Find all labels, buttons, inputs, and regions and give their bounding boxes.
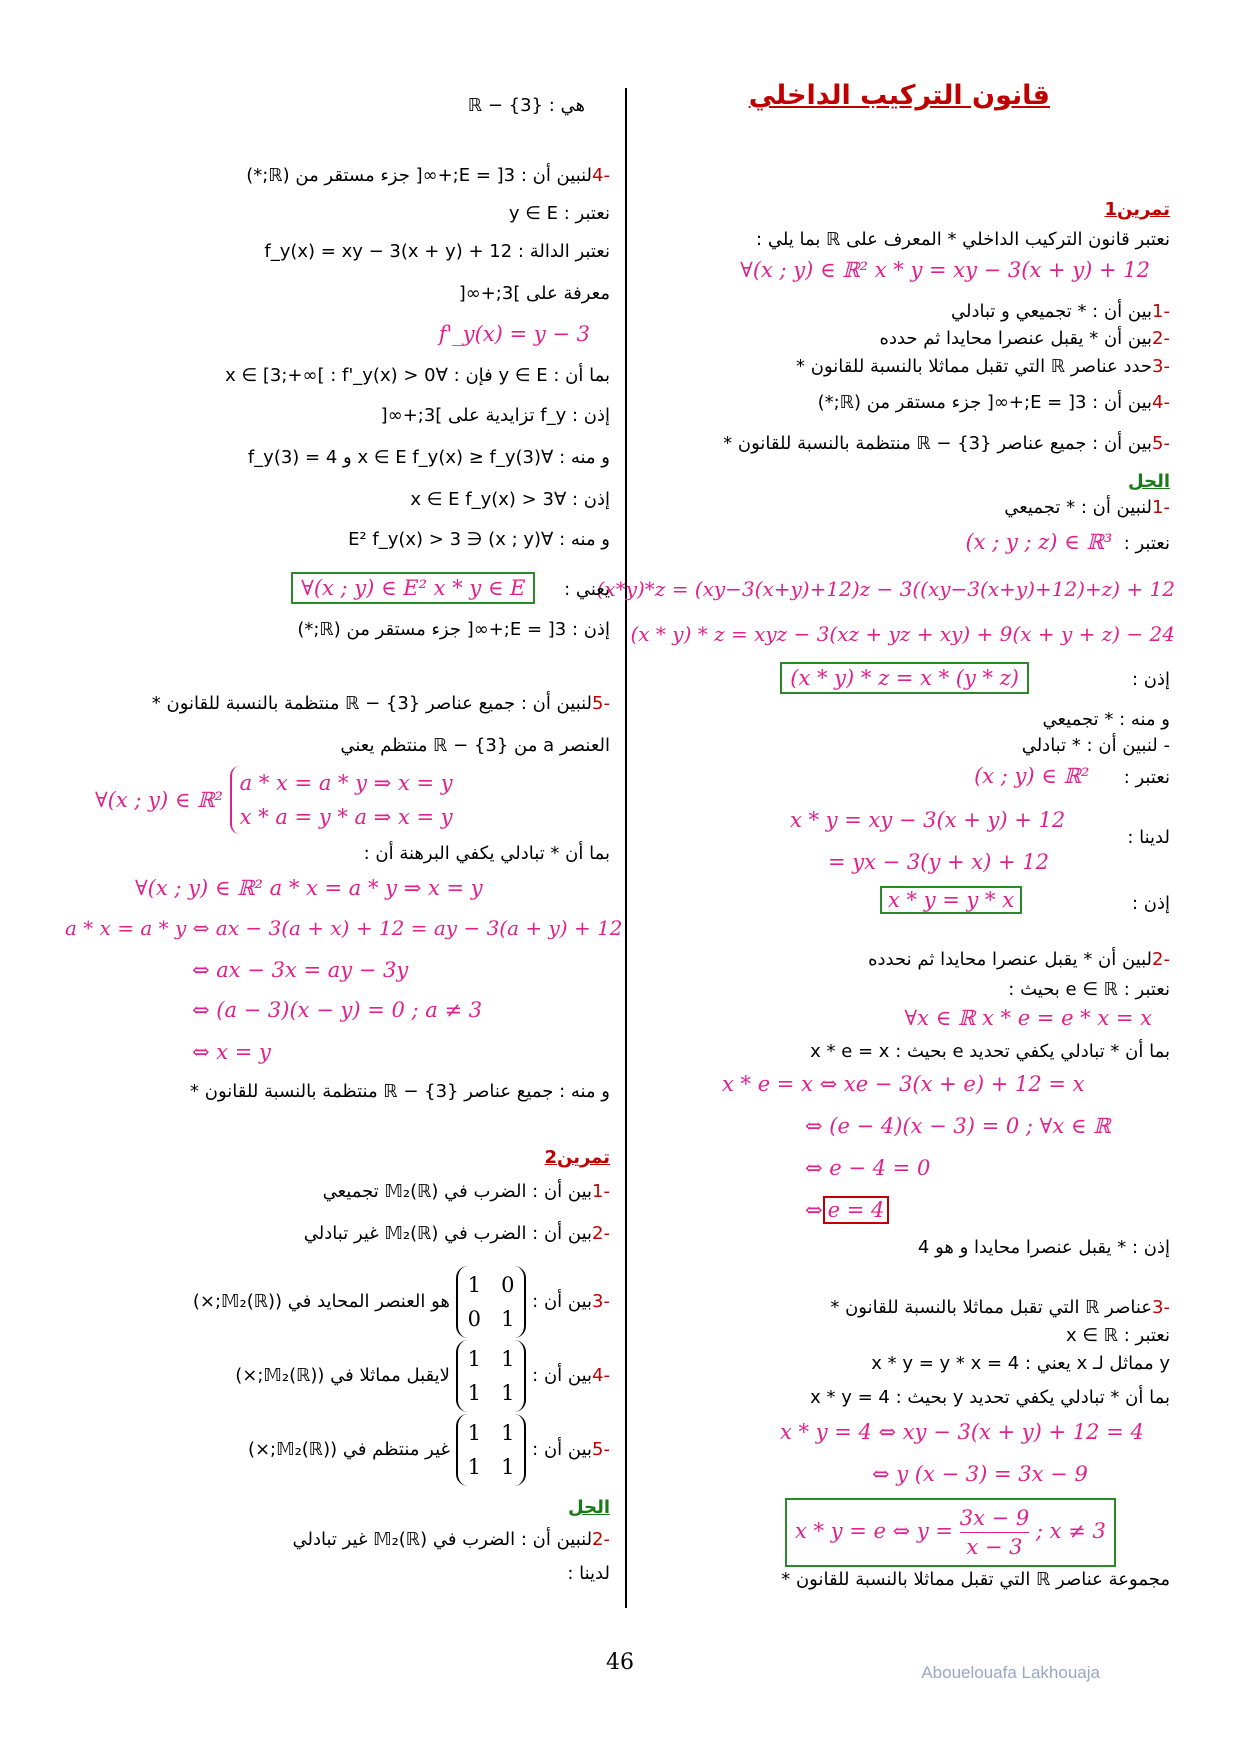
ones-matrix: 1 1 1 1	[456, 1340, 527, 1412]
comm-step: - لنبين أن : * تبادلي	[1021, 735, 1170, 756]
solution-2-step-2: -2لنبين أن : الضرب في 𝕄₂(ℝ) غير تبادلي	[292, 1529, 610, 1550]
consider-xyz: نعتبر : (x ; y ; z) ∈ ℝ³	[965, 530, 1170, 554]
inverse-result-box: x * y = e ⇔ y = $\frac{3x - 9}{x - 3}$ ; x ≠ 3	[785, 1498, 1116, 1567]
question-1: -1بين أن : * تجميعي و تبادلي	[951, 301, 1170, 322]
inverse-since: بما أن * تبادلي يكفي تحديد y بحيث : x * y = 4	[810, 1387, 1170, 1408]
neutral-since: بما أن * تبادلي يكفي تحديد e بحيث : x * e = x	[810, 1041, 1170, 1062]
regular-requirement: ∀(x ; y) ∈ ℝ² a * x = a * y ⇒ x = y	[135, 876, 483, 900]
consider-xy: نعتبر : (x ; y) ∈ ℝ²	[974, 764, 1170, 788]
ex2-question-3: -3بين أن : 1 0 0 1 هو العنصر المحايد في (𝕄₂(ℝ);×)	[193, 1264, 610, 1340]
regular-element: العنصر a من ℝ − {3} منتظم يعني	[340, 735, 610, 756]
question-2: -2بين أن * يقبل عنصرا محايدا ثم حدده	[879, 328, 1170, 349]
identity-matrix: 1 0 0 1	[456, 1266, 527, 1338]
neutral-condition: ∀x ∈ ℝ x * e = e * x = x	[904, 1006, 1152, 1030]
neutral-consider: نعتبر : e ∈ ℝ بحيث :	[1008, 979, 1170, 1000]
exercise-1-intro: نعتبر قانون التركيب الداخلي * المعرف على ℝ بما يلي :	[756, 229, 1170, 250]
comm-eq-1: x * y = xy − 3(x + y) + 12	[790, 808, 1066, 832]
left-column	[65, 0, 623, 1620]
comm-result-box: x * y = y * x	[880, 886, 1022, 914]
inverse-def: y مماثل لـ x يعني : x * y = y * x = 4	[871, 1353, 1170, 1374]
regular-conclusion: و منه : جميع عناصر ℝ − {3} منتظمة بالنسبة للقانون *	[190, 1081, 610, 1102]
function-increasing: إذن : f_y تزايدية على ]3;+∞[	[380, 405, 610, 426]
have-label: لدينا :	[1127, 827, 1170, 848]
question-5: -5بين أن : جميع عناصر ℝ − {3} منتظمة بالنسبة للقانون *	[723, 433, 1170, 454]
regular-since: بما أن * تبادلي يكفي البرهنة أن :	[363, 843, 610, 864]
function-derivative: f'_y(x) = y − 3	[438, 322, 590, 346]
left-top-line: هي : ℝ − {3}	[467, 95, 585, 116]
neutral-conclusion: إذن : * يقبل عنصرا محايدا و هو 4	[917, 1237, 1170, 1258]
comm-thus: إذن :	[1131, 893, 1170, 914]
solution-step-2: -2لبين أن * يقبل عنصرا محايدا ثم نحدده	[868, 949, 1170, 970]
function-def: نعتبر الدالة : f_y(x) = xy − 3(x + y) + 12	[264, 241, 610, 262]
regular-system: ∀(x ; y) ∈ ℝ² a * x = a * y ⇒ x = y x * a = y * a ⇒ x = y	[95, 766, 453, 834]
ex2-question-1: -1بين أن : الضرب في 𝕄₂(ℝ) تجميعي	[322, 1181, 610, 1202]
inverse-eq-1: x * y = 4 ⇔ xy − 3(x + y) + 12 = 4	[780, 1420, 1144, 1444]
inverse-eq-2: ⇔ y (x − 3) = 3x − 9	[872, 1462, 1088, 1486]
ex2-question-4: -4بين أن : 1 1 1 1 لايقبل مماثلا في (𝕄₂(ℝ);×)	[235, 1338, 610, 1414]
thus-1: إذن : ∀x ∈ E f_y(x) > 3	[410, 489, 610, 510]
regular-step-5: -5لنبين أن : جميع عناصر ℝ − {3} منتظمة بالنسبة للقانون *	[151, 693, 610, 714]
law-definition: ∀(x ; y) ∈ ℝ² x * y = xy − 3(x + y) + 12	[740, 258, 1150, 282]
regular-eq-2: ⇔ ax − 3x = ay − 3y	[192, 958, 409, 982]
assoc-eq-2: (x * y) * z = xyz − 3(xz + yz + xy) + 9(x + y + z) − 24	[630, 622, 1175, 646]
function-domain: معرفة على ]3;+∞[	[458, 283, 610, 304]
regular-eq-1: a * x = a * y ⇔ ax − 3(a + x) + 12 = ay − 3(a + y) + 12	[65, 916, 623, 940]
assoc-conclusion: و منه : * تجميعي	[1042, 709, 1170, 730]
stable-step-4: -4لنبين أن : E = ]3;+∞[ جزء مستقر من (ℝ;*)	[246, 165, 610, 186]
neutral-eq-4: ⇔ e = 4	[805, 1196, 889, 1224]
solution-step-1: -1لنبين أن : * تجميعي	[1004, 497, 1170, 518]
neutral-eq-2: ⇔ (e − 4)(x − 3) = 0 ; ∀x ∈ ℝ	[805, 1114, 1111, 1138]
neutral-eq-3: ⇔ e − 4 = 0	[805, 1156, 931, 1180]
neutral-eq-1: x * e = x ⇔ xe − 3(x + e) + 12 = x	[722, 1072, 1085, 1096]
inverse-consider: نعتبر : x ∈ ℝ	[1065, 1325, 1170, 1346]
exercise-2-heading: تمرين2	[544, 1147, 610, 1168]
inverse-conclusion: مجموعة عناصر ℝ التي تقبل مماثلا بالنسبة للقانون *	[781, 1569, 1170, 1590]
ones-matrix: 1 1 1 1	[456, 1414, 527, 1486]
hence-1: و منه : ∀x ∈ E f_y(x) ≥ f_y(3) و f_y(3) = 4	[247, 447, 610, 468]
regular-eq-4: ⇔ x = y	[192, 1040, 271, 1064]
ex2-question-2: -2بين أن : الضرب في 𝕄₂(ℝ) غير تبادلي	[303, 1223, 610, 1244]
derivative-positive: بما أن : y ∈ E فإن : ∀x ∈ [3;+∞[ : f'_y(x) > 0	[225, 365, 610, 386]
column-divider	[625, 88, 627, 1608]
means-line: يعني : ∀(x ; y) ∈ E² x * y ∈ E	[291, 572, 610, 604]
regular-eq-3: ⇔ (a − 3)(x − y) = 0 ; a ≠ 3	[192, 998, 483, 1022]
assoc-result: إذن : (x * y) * z = x * (y * z)	[780, 662, 1170, 694]
solution-2-heading: الحل	[568, 1497, 610, 1518]
hence-2: و منه : ∀(x ; y) ∈ E² f_y(x) > 3	[348, 529, 610, 550]
author-watermark: Abouelouafa Lakhouaja	[921, 1663, 1100, 1682]
question-3: -3حدد عناصر ℝ التي تقبل مماثلا بالنسبة للقانون *	[796, 356, 1170, 377]
assoc-eq-1: (x*y)*z = (xy−3(x+y)+12)z − 3((xy−3(x+y)+12)+z) + 12	[596, 577, 1175, 601]
exercise-1-heading: تمرين1	[1104, 199, 1170, 220]
stable-conclusion: إذن : E = ]3;+∞[ جزء مستقر من (ℝ;*)	[297, 619, 610, 640]
solution-1-heading: الحل	[1128, 471, 1170, 492]
solution-step-3: -3عناصر ℝ التي تقبل مماثلا بالنسبة للقانون *	[830, 1297, 1170, 1318]
comm-eq-2: = yx − 3(y + x) + 12	[828, 850, 1049, 874]
question-4: -4بين أن : E = ]3;+∞[ جزء مستقر من (ℝ;*)	[817, 392, 1170, 413]
ex2-question-5: -5بين أن : 1 1 1 1 غير منتظم في (𝕄₂(ℝ);×)	[248, 1412, 610, 1488]
consider-y: نعتبر : y ∈ E	[508, 203, 610, 224]
page-title: قانون التركيب الداخلي	[748, 80, 1050, 111]
right-column	[596, 0, 1175, 1620]
solution-2-have: لدينا :	[567, 1563, 610, 1584]
page-number: 46	[606, 1650, 634, 1675]
